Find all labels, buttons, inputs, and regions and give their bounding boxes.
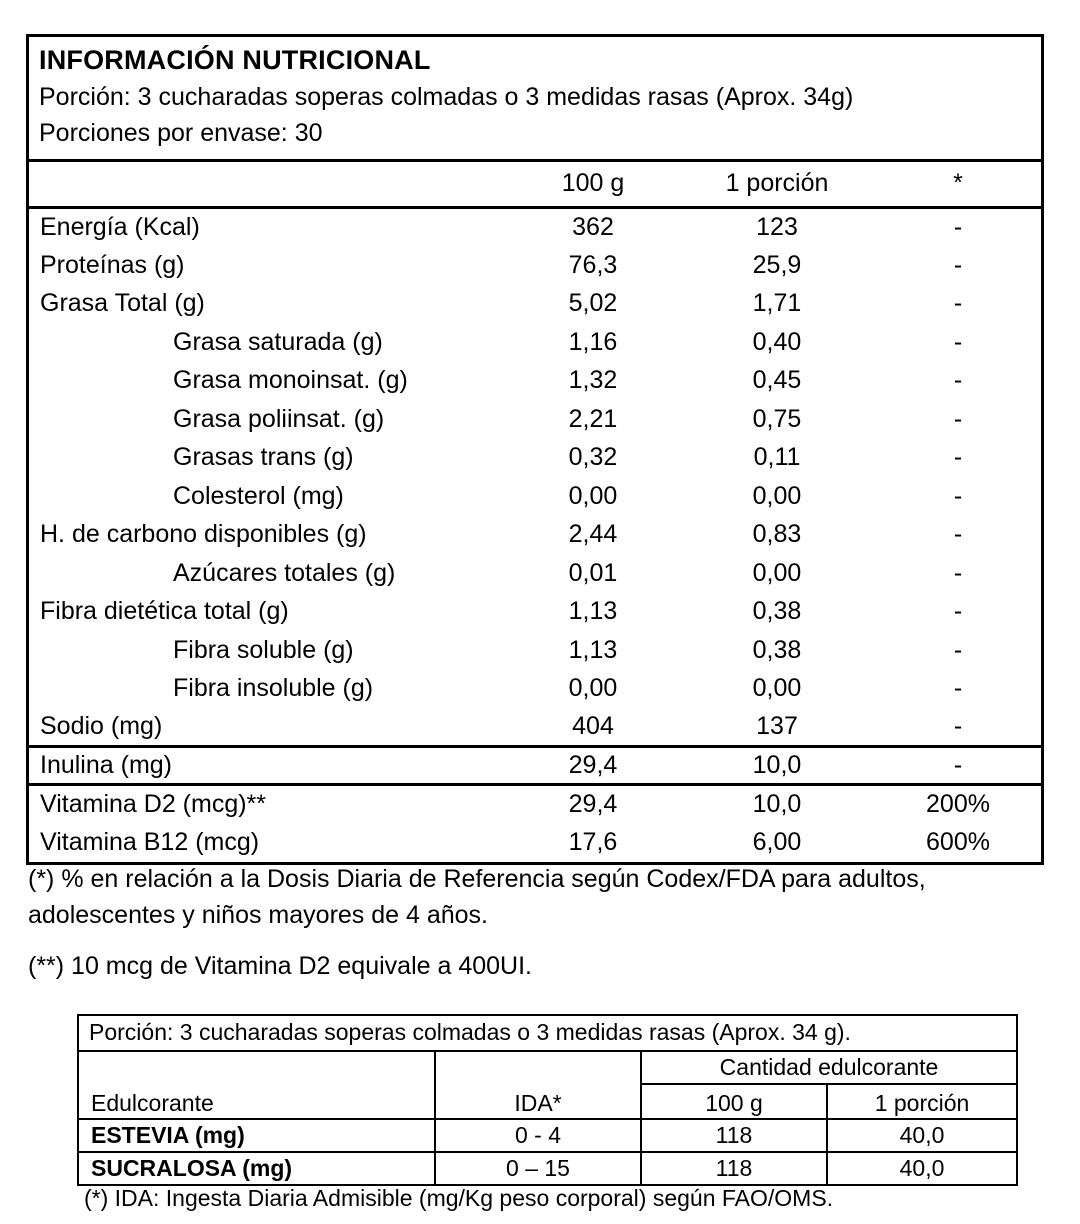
- table-row: [29, 823, 1041, 862]
- value-percent: -: [953, 289, 963, 318]
- column-header-100g: 100 g: [561, 169, 625, 198]
- value-percent: -: [953, 674, 963, 703]
- nutrient-label: Grasa saturada (g): [173, 327, 383, 356]
- value-100g: 2,21: [568, 404, 618, 433]
- value-percent: 600%: [926, 828, 990, 857]
- nutrient-label: Grasa Total (g): [40, 289, 205, 318]
- value-100g: 0,01: [568, 558, 618, 587]
- value-portion: 6,00: [752, 828, 802, 857]
- table-row: [29, 246, 1041, 285]
- nutrient-label: Energía (Kcal): [40, 212, 200, 241]
- table-row: [29, 592, 1041, 631]
- value-portion: 0,00: [752, 674, 802, 703]
- value-portion: 0,83: [752, 520, 802, 549]
- nutrient-label: H. de carbono disponibles (g): [40, 520, 367, 549]
- value-portion: 0,38: [752, 597, 802, 626]
- table-row: [29, 207, 1041, 246]
- value-100g: 362: [572, 212, 614, 241]
- sweetener-name: ESTEVIA (mg): [78, 1119, 435, 1152]
- nutrition-facts-panel: [26, 34, 1044, 865]
- footnote-star: (*) % en relación a la Dosis Diaria de Referencia según Codex/FDA para adultos, adolescentes y niños mayores de 4 años.: [28, 865, 926, 929]
- table-row: [29, 515, 1041, 554]
- sweetener-row: [78, 1119, 1017, 1152]
- panel-header: [29, 37, 1041, 162]
- value-100g: 29,4: [568, 790, 618, 819]
- sweetener-table: [77, 1014, 1018, 1186]
- value-portion: 0,00: [752, 558, 802, 587]
- nutrient-label: Grasa monoinsat. (g): [173, 366, 408, 395]
- nutrient-label: Fibra dietética total (g): [40, 597, 289, 626]
- footnotes: [28, 862, 1048, 985]
- table-row: [29, 323, 1041, 362]
- value-portion: 0,75: [752, 404, 802, 433]
- nutrient-label: Vitamina D2 (mcg)**: [40, 790, 267, 819]
- portion-line: Porción: 3 cucharadas soperas colmadas o 3 medidas rasas (Aprox. 34g): [39, 83, 854, 112]
- value-percent: -: [953, 250, 963, 279]
- sweetener-footnote: (*) IDA: Ingesta Diaria Admisible (mg/Kg peso corporal) según FAO/OMS.: [84, 1185, 834, 1211]
- sweetener-table-body: [78, 1119, 1017, 1185]
- value-portion: 137: [756, 711, 798, 740]
- sweetener-row: [78, 1152, 1017, 1185]
- servings-per-container-line: Porciones por envase: 30: [39, 118, 323, 147]
- sweetener-ida: 0 – 15: [435, 1152, 641, 1185]
- table-row: [29, 785, 1041, 824]
- value-100g: 0,32: [568, 443, 618, 472]
- table-row: [29, 669, 1041, 708]
- value-percent: -: [953, 520, 963, 549]
- value-percent: -: [953, 443, 963, 472]
- value-portion: 0,38: [752, 635, 802, 664]
- value-100g: 404: [572, 711, 614, 740]
- sweetener-column-header-name: Edulcorante: [78, 1051, 435, 1119]
- value-portion: 0,45: [752, 366, 802, 395]
- value-100g: 0,00: [568, 481, 618, 510]
- nutrient-label: Fibra soluble (g): [173, 635, 354, 664]
- sweetener-ida: 0 - 4: [435, 1119, 641, 1152]
- nutrient-label: Grasa poliinsat. (g): [173, 404, 385, 433]
- sweetener-portion-row: [78, 1015, 1017, 1051]
- nutrient-label: Grasas trans (g): [173, 443, 354, 472]
- value-percent: -: [953, 635, 963, 664]
- value-percent: -: [953, 751, 963, 780]
- value-100g: 29,4: [568, 751, 618, 780]
- sweetener-header-row-group: [78, 1051, 1017, 1084]
- sweetener-column-header-100g: 100 g: [641, 1084, 827, 1119]
- value-portion: 0,40: [752, 327, 802, 356]
- value-100g: 1,16: [568, 327, 618, 356]
- value-100g: 1,13: [568, 635, 618, 664]
- value-portion: 10,0: [752, 790, 802, 819]
- value-percent: -: [953, 327, 963, 356]
- column-header-portion: 1 porción: [725, 169, 829, 198]
- table-row: [29, 438, 1041, 477]
- sweetener-column-header-ida: IDA*: [435, 1051, 641, 1119]
- table-row: [29, 708, 1041, 747]
- value-percent: -: [953, 558, 963, 587]
- sweetener-name: SUCRALOSA (mg): [78, 1152, 435, 1185]
- value-portion: 1,71: [752, 289, 802, 318]
- value-100g: 1,32: [568, 366, 618, 395]
- sweetener-column-header-portion: 1 porción: [827, 1084, 1017, 1119]
- page-title: INFORMACIÓN NUTRICIONAL: [39, 45, 431, 75]
- table-header-row: [29, 162, 1041, 207]
- nutrient-label: Inulina (mg): [40, 751, 172, 780]
- table-row: [29, 554, 1041, 593]
- value-percent: 200%: [926, 790, 990, 819]
- value-100g: 17,6: [568, 828, 618, 857]
- value-percent: -: [953, 366, 963, 395]
- table-row: [29, 361, 1041, 400]
- value-portion: 123: [756, 212, 798, 241]
- nutrition-table-body: [29, 207, 1041, 862]
- value-100g: 5,02: [568, 289, 618, 318]
- sweetener-100g: 118: [641, 1152, 827, 1185]
- table-row: [29, 746, 1041, 785]
- table-row: [29, 477, 1041, 516]
- value-100g: 0,00: [568, 674, 618, 703]
- sweetener-column-header-group: Cantidad edulcorante: [641, 1051, 1017, 1084]
- value-percent: -: [953, 597, 963, 626]
- nutrient-label: Fibra insoluble (g): [173, 674, 374, 703]
- nutrient-label: Sodio (mg): [40, 711, 163, 740]
- column-header-percent: *: [953, 169, 963, 198]
- table-row: [29, 284, 1041, 323]
- value-percent: -: [953, 404, 963, 433]
- sweetener-section: [77, 1014, 1016, 1186]
- nutrient-label: Vitamina B12 (mcg): [40, 828, 260, 857]
- value-percent: -: [953, 212, 963, 241]
- value-portion: 10,0: [752, 751, 802, 780]
- nutrient-label: Azúcares totales (g): [173, 558, 396, 587]
- sweetener-portion: 40,0: [827, 1152, 1017, 1185]
- value-100g: 2,44: [568, 520, 618, 549]
- value-percent: -: [953, 711, 963, 740]
- nutrient-label: Colesterol (mg): [173, 481, 344, 510]
- footnote-double-star: (**) 10 mcg de Vitamina D2 equivale a 400UI.: [28, 952, 532, 980]
- sweetener-100g: 118: [641, 1119, 827, 1152]
- table-row: [29, 631, 1041, 670]
- value-portion: 0,11: [753, 443, 801, 472]
- value-portion: 25,9: [752, 250, 802, 279]
- value-100g: 1,13: [568, 597, 618, 626]
- sweetener-portion: 40,0: [827, 1119, 1017, 1152]
- value-100g: 76,3: [568, 250, 618, 279]
- value-percent: -: [953, 481, 963, 510]
- nutrient-label: Proteínas (g): [40, 250, 185, 279]
- nutrition-table: [29, 162, 1041, 862]
- table-row: [29, 400, 1041, 439]
- column-header-label: [29, 162, 507, 207]
- sweetener-portion-line: Porción: 3 cucharadas soperas colmadas o 3 medidas rasas (Aprox. 34 g).: [78, 1015, 1017, 1051]
- value-portion: 0,00: [752, 481, 802, 510]
